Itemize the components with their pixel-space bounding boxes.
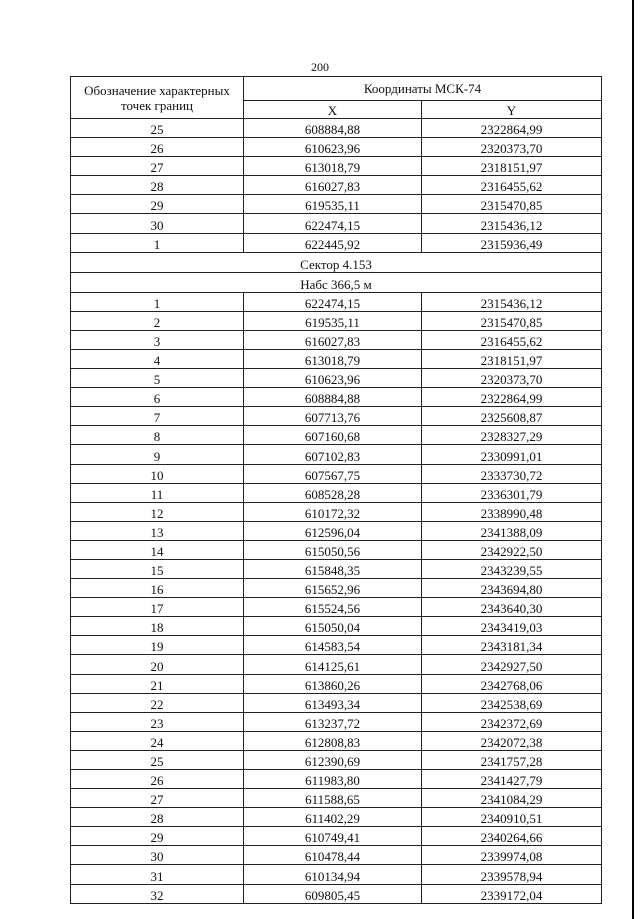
x-coordinate-cell: 614125,61	[244, 655, 422, 674]
x-coordinate-cell: 608528,28	[244, 483, 422, 502]
section-label: Набс 366,5 м	[71, 272, 602, 292]
y-coordinate-cell: 2343694,80	[422, 579, 602, 598]
y-coordinate-cell: 2318151,97	[422, 157, 602, 176]
point-number-cell: 1	[71, 233, 244, 252]
x-coordinate-cell: 610623,96	[244, 369, 422, 388]
table-row	[71, 464, 602, 483]
table-row	[71, 540, 602, 559]
table-row	[71, 445, 602, 464]
y-coordinate-cell: 2322864,99	[422, 388, 602, 407]
x-coordinate-cell: 610623,96	[244, 138, 422, 157]
table-row	[71, 407, 602, 426]
point-number-cell: 9	[71, 445, 244, 464]
page-number: 200	[311, 60, 329, 74]
point-number-cell: 29	[71, 195, 244, 214]
point-number-cell: 10	[71, 464, 244, 483]
table-row	[71, 502, 602, 521]
point-number-cell: 16	[71, 579, 244, 598]
point-number-cell: 28	[71, 808, 244, 827]
point-number-cell: 3	[71, 330, 244, 349]
y-coordinate-cell: 2341757,28	[422, 750, 602, 769]
point-number-cell: 26	[71, 138, 244, 157]
point-number-cell: 27	[71, 157, 244, 176]
y-coordinate-cell: 2322864,99	[422, 119, 602, 138]
y-coordinate-cell: 2315436,12	[422, 214, 602, 233]
table-row	[71, 865, 602, 884]
point-number-cell: 25	[71, 750, 244, 769]
point-number-cell: 5	[71, 369, 244, 388]
y-coordinate-cell: 2342538,69	[422, 693, 602, 712]
point-number-cell: 19	[71, 636, 244, 655]
table-row	[71, 559, 602, 578]
point-number-cell: 23	[71, 712, 244, 731]
table-row	[71, 731, 602, 750]
y-column-header: Y	[422, 100, 602, 118]
y-coordinate-cell: 2339172,04	[422, 884, 602, 903]
table-row	[71, 138, 602, 157]
section-label: Сектор 4.153	[71, 252, 602, 272]
x-coordinate-cell: 615848,35	[244, 559, 422, 578]
y-coordinate-cell: 2341084,29	[422, 789, 602, 808]
point-number-cell: 13	[71, 521, 244, 540]
table-row	[71, 712, 602, 731]
x-coordinate-cell: 609805,45	[244, 884, 422, 903]
y-coordinate-cell: 2328327,29	[422, 426, 602, 445]
point-number-cell: 14	[71, 540, 244, 559]
x-coordinate-cell: 610749,41	[244, 827, 422, 846]
point-number-cell: 30	[71, 214, 244, 233]
point-number-cell: 17	[71, 598, 244, 617]
x-coordinate-cell: 613018,79	[244, 157, 422, 176]
point-number-cell: 8	[71, 426, 244, 445]
x-column-header: X	[244, 100, 422, 118]
y-coordinate-cell: 2333730,72	[422, 464, 602, 483]
table-row	[71, 176, 602, 195]
coordinate-system-header: Координаты МСК-74	[244, 77, 602, 101]
coordinates-table	[70, 76, 602, 904]
table-row	[71, 655, 602, 674]
x-coordinate-cell: 607102,83	[244, 445, 422, 464]
y-coordinate-cell: 2341388,09	[422, 521, 602, 540]
table-row	[71, 349, 602, 368]
table-row	[71, 483, 602, 502]
x-coordinate-cell: 607713,76	[244, 407, 422, 426]
x-coordinate-cell: 619535,11	[244, 195, 422, 214]
x-coordinate-cell: 608884,88	[244, 119, 422, 138]
x-coordinate-cell: 613493,34	[244, 693, 422, 712]
y-coordinate-cell: 2320373,70	[422, 138, 602, 157]
y-coordinate-cell: 2342072,38	[422, 731, 602, 750]
table-row	[71, 770, 602, 789]
point-number-cell: 27	[71, 789, 244, 808]
point-number-cell: 18	[71, 617, 244, 636]
x-coordinate-cell: 622474,15	[244, 214, 422, 233]
y-coordinate-cell: 2315436,12	[422, 292, 602, 311]
table-row	[71, 693, 602, 712]
point-number-cell: 21	[71, 674, 244, 693]
x-coordinate-cell: 613018,79	[244, 349, 422, 368]
x-coordinate-cell: 608884,88	[244, 388, 422, 407]
table-row	[71, 388, 602, 407]
x-coordinate-cell: 616027,83	[244, 330, 422, 349]
table-row	[71, 157, 602, 176]
x-coordinate-cell: 607567,75	[244, 464, 422, 483]
y-coordinate-cell: 2318151,97	[422, 349, 602, 368]
point-number-cell: 20	[71, 655, 244, 674]
y-coordinate-cell: 2342922,50	[422, 540, 602, 559]
y-coordinate-cell: 2316455,62	[422, 176, 602, 195]
point-number-cell: 26	[71, 770, 244, 789]
point-number-cell: 1	[71, 292, 244, 311]
x-coordinate-cell: 611402,29	[244, 808, 422, 827]
y-coordinate-cell: 2339578,94	[422, 865, 602, 884]
y-coordinate-cell: 2315470,85	[422, 311, 602, 330]
x-coordinate-cell: 613860,26	[244, 674, 422, 693]
table-row	[71, 369, 602, 388]
x-coordinate-cell: 610134,94	[244, 865, 422, 884]
table-row	[71, 521, 602, 540]
y-coordinate-cell: 2339974,08	[422, 846, 602, 865]
point-number-cell: 7	[71, 407, 244, 426]
y-coordinate-cell: 2330991,01	[422, 445, 602, 464]
table-row	[71, 750, 602, 769]
point-number-cell: 4	[71, 349, 244, 368]
table-row	[71, 214, 602, 233]
x-coordinate-cell: 616027,83	[244, 176, 422, 195]
y-coordinate-cell: 2342927,50	[422, 655, 602, 674]
table-row	[71, 827, 602, 846]
x-coordinate-cell: 611588,65	[244, 789, 422, 808]
point-number-cell: 11	[71, 483, 244, 502]
point-number-cell: 2	[71, 311, 244, 330]
table-row	[71, 579, 602, 598]
x-coordinate-cell: 610172,32	[244, 502, 422, 521]
x-coordinate-cell: 612390,69	[244, 750, 422, 769]
x-coordinate-cell: 622445,92	[244, 233, 422, 252]
y-coordinate-cell: 2320373,70	[422, 369, 602, 388]
point-number-cell: 6	[71, 388, 244, 407]
x-coordinate-cell: 614583,54	[244, 636, 422, 655]
y-coordinate-cell: 2342372,69	[422, 712, 602, 731]
x-coordinate-cell: 612808,83	[244, 731, 422, 750]
y-coordinate-cell: 2343640,30	[422, 598, 602, 617]
point-number-cell: 32	[71, 884, 244, 903]
y-coordinate-cell: 2343181,34	[422, 636, 602, 655]
y-coordinate-cell: 2315470,85	[422, 195, 602, 214]
table-row	[71, 195, 602, 214]
y-coordinate-cell: 2316455,62	[422, 330, 602, 349]
x-coordinate-cell: 615652,96	[244, 579, 422, 598]
y-coordinate-cell: 2315936,49	[422, 233, 602, 252]
x-coordinate-cell: 613237,72	[244, 712, 422, 731]
table-row	[71, 330, 602, 349]
table-row	[71, 674, 602, 693]
table-row	[71, 292, 602, 311]
x-coordinate-cell: 619535,11	[244, 311, 422, 330]
x-coordinate-cell: 615050,04	[244, 617, 422, 636]
x-coordinate-cell: 607160,68	[244, 426, 422, 445]
table-row	[71, 426, 602, 445]
table-row	[71, 846, 602, 865]
point-number-cell: 22	[71, 693, 244, 712]
table-row	[71, 233, 602, 252]
y-coordinate-cell: 2340910,51	[422, 808, 602, 827]
section-row	[71, 272, 602, 292]
table-body	[71, 119, 602, 904]
table-row	[71, 617, 602, 636]
table-row	[71, 884, 602, 903]
x-coordinate-cell: 612596,04	[244, 521, 422, 540]
y-coordinate-cell: 2340264,66	[422, 827, 602, 846]
table-row	[71, 119, 602, 138]
y-coordinate-cell: 2341427,79	[422, 770, 602, 789]
point-number-cell: 29	[71, 827, 244, 846]
y-coordinate-cell: 2342768,06	[422, 674, 602, 693]
table-row	[71, 789, 602, 808]
point-number-cell: 24	[71, 731, 244, 750]
table-row	[71, 808, 602, 827]
x-coordinate-cell: 610478,44	[244, 846, 422, 865]
y-coordinate-cell: 2336301,79	[422, 483, 602, 502]
point-number-cell: 12	[71, 502, 244, 521]
point-designation-header: Обозначение характерных точек границ	[71, 77, 244, 119]
point-number-cell: 25	[71, 119, 244, 138]
x-coordinate-cell: 615524,56	[244, 598, 422, 617]
y-coordinate-cell: 2338990,48	[422, 502, 602, 521]
y-coordinate-cell: 2343419,03	[422, 617, 602, 636]
x-coordinate-cell: 615050,56	[244, 540, 422, 559]
y-coordinate-cell: 2343239,55	[422, 559, 602, 578]
section-row	[71, 252, 602, 272]
x-coordinate-cell: 622474,15	[244, 292, 422, 311]
point-number-cell: 30	[71, 846, 244, 865]
table-row	[71, 311, 602, 330]
table-row	[71, 636, 602, 655]
scan-edge-mark	[632, 0, 634, 919]
point-number-cell: 31	[71, 865, 244, 884]
point-number-cell: 15	[71, 559, 244, 578]
point-number-cell: 28	[71, 176, 244, 195]
x-coordinate-cell: 611983,80	[244, 770, 422, 789]
y-coordinate-cell: 2325608,87	[422, 407, 602, 426]
table-row	[71, 598, 602, 617]
table-header	[71, 77, 602, 119]
